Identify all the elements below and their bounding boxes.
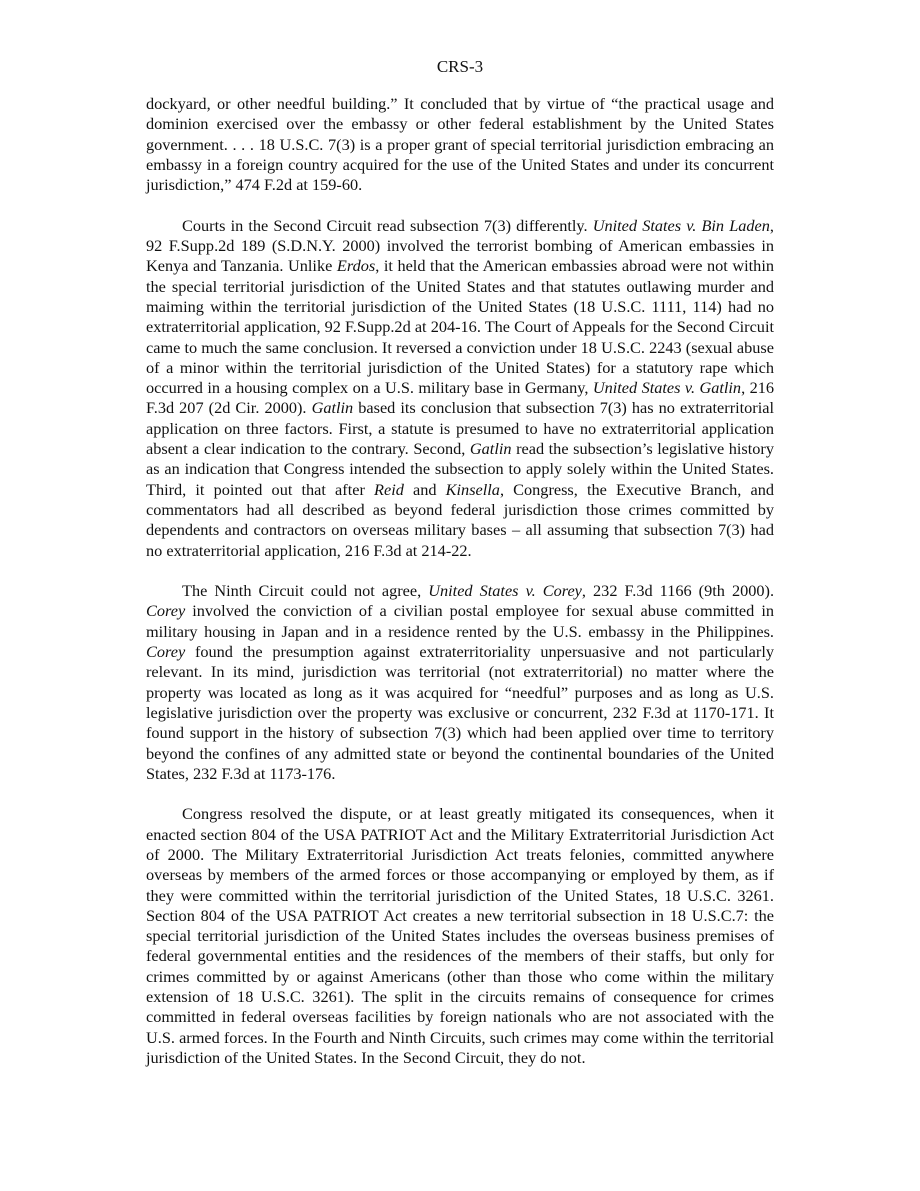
text-run: , 92 F.Supp.2d 189 (S.D.N.Y. 2000) involved the terrorist bombing of American embassies in Kenya and Tanzania. Unlike (146, 215, 774, 276)
text-run: found the presumption against extraterritoriality unpersuasive and not particularly relevant. In its mind, jurisdiction was territorial (not extraterritorial) no matter where the property was located as long as it was acquired for “needful” purposes and as long as U.S. legislative jurisdiction over the property was exclusive or concurrent, 232 F.3d at 1170-171. It found support in the history of subsection 7(3) which had been applied over time to territory beyond the confines of any admitted state or beyond the continental boundaries of the United States, 232 F.3d at 1173-176. (146, 642, 774, 783)
paragraph (146, 581, 774, 784)
case-citation: United States v. Gatlin (592, 378, 742, 398)
text-run: involved the conviction of a civilian postal employee for sexual abuse committed in military housing in Japan and in a residence rented by the U.S. embassy in the Philippines. (146, 601, 774, 641)
page-header: CRS-3 (436, 57, 484, 76)
case-citation: United States v. Corey (428, 581, 582, 601)
case-citation: Gatlin (311, 398, 354, 418)
case-citation: United States v. Bin Laden (592, 215, 770, 235)
text-run: Congress resolved the dispute, or at least greatly mitigated its consequences, when it enacted section 804 of the USA PATRIOT Act and the Military Extraterritorial Jurisdiction Act of 2000. The Military Extraterritorial Jurisdiction Act treats felonies, committed anywhere overseas by members of the armed forces or those accompanying or employed by them, as if they were committed within the territorial jurisdiction of the United States, 18 U.S.C. 3261. Section 804 of the USA PATRIOT Act creates a new territorial subsection in 18 U.S.C.7: the special territorial jurisdiction of the United States includes the overseas business premises of federal governmental entities and the residences of the members of their staffs, but only for crimes committed by or against Americans (other than those who come within the military extension of 18 U.S.C. 3261). The split in the circuits remains of consequence for crimes committed in federal overseas facilities by foreign nationals who are not associated with the U.S. armed forces. In the Fourth and Ninth Circuits, such crimes may come within the territorial jurisdiction of the United States. In the Second Circuit, they do not. (146, 804, 774, 1067)
text-run: , it held that the American embassies abroad were not within the special territorial jurisdiction of the United States and that statutes outlawing murder and maiming within the territorial jurisdiction of the United States (18 U.S.C. 1111, 114) had no extraterritorial application, 92 F.Supp.2d at 204-16. The Court of Appeals for the Second Circuit came to much the same conclusion. It reversed a conviction under 18 U.S.C. 2243 (sexual abuse of a minor within the territorial jurisdiction of the United States) for a statutory rape which occurred in a housing complex on a U.S. military base in Germany, (146, 256, 774, 398)
text-run: based its conclusion that subsection 7(3) has no extraterritorial application on three factors. First, a statute is presumed to have no extraterritorial application absent a clear indication to the contrary. Second, (146, 398, 774, 459)
text-run: , Congress, the Executive Branch, and commentators had all described as beyond federal jurisdiction those crimes committed by dependents and contractors on overseas military bases – all assuming that subsection 7(3) had no extraterritorial application, 216 F.3d at 214-22. (146, 479, 774, 560)
paragraph (146, 804, 774, 1068)
text-run: , 232 F.3d 1166 (9th 2000). (581, 581, 775, 601)
case-citation: Corey (146, 642, 186, 662)
text-run: Courts in the Second Circuit read subsection 7(3) differently. (182, 215, 593, 235)
paragraph (146, 216, 774, 561)
case-citation: Corey (146, 601, 186, 621)
text-run: The Ninth Circuit could not agree, (182, 581, 429, 601)
text-run: and (403, 479, 446, 499)
text-run: , 216 F.3d 207 (2d Cir. 2000). (146, 378, 774, 418)
case-citation: Erdos (336, 256, 376, 276)
body-text (146, 94, 774, 1068)
text-run: read the subsection’s legislative history as an indication that Congress intended the subsection to apply solely within the United States. Third, it pointed out that after (146, 439, 774, 499)
paragraph (146, 94, 774, 195)
case-citation: Gatlin (469, 439, 512, 459)
text-run: dockyard, or other needful building.” It concluded that by virtue of “the practical usage and dominion exercised over the embassy or other federal establishment by the United States government. . . . 18 U.S.C. 7(3) is a proper grant of special territorial jurisdiction embracing an embassy in a foreign country acquired for the use of the United States and under its concurrent jurisdiction,” 474 F.2d at 159-60. (146, 94, 774, 195)
case-citation: Reid (374, 479, 404, 499)
case-citation: Kinsella (445, 479, 500, 499)
